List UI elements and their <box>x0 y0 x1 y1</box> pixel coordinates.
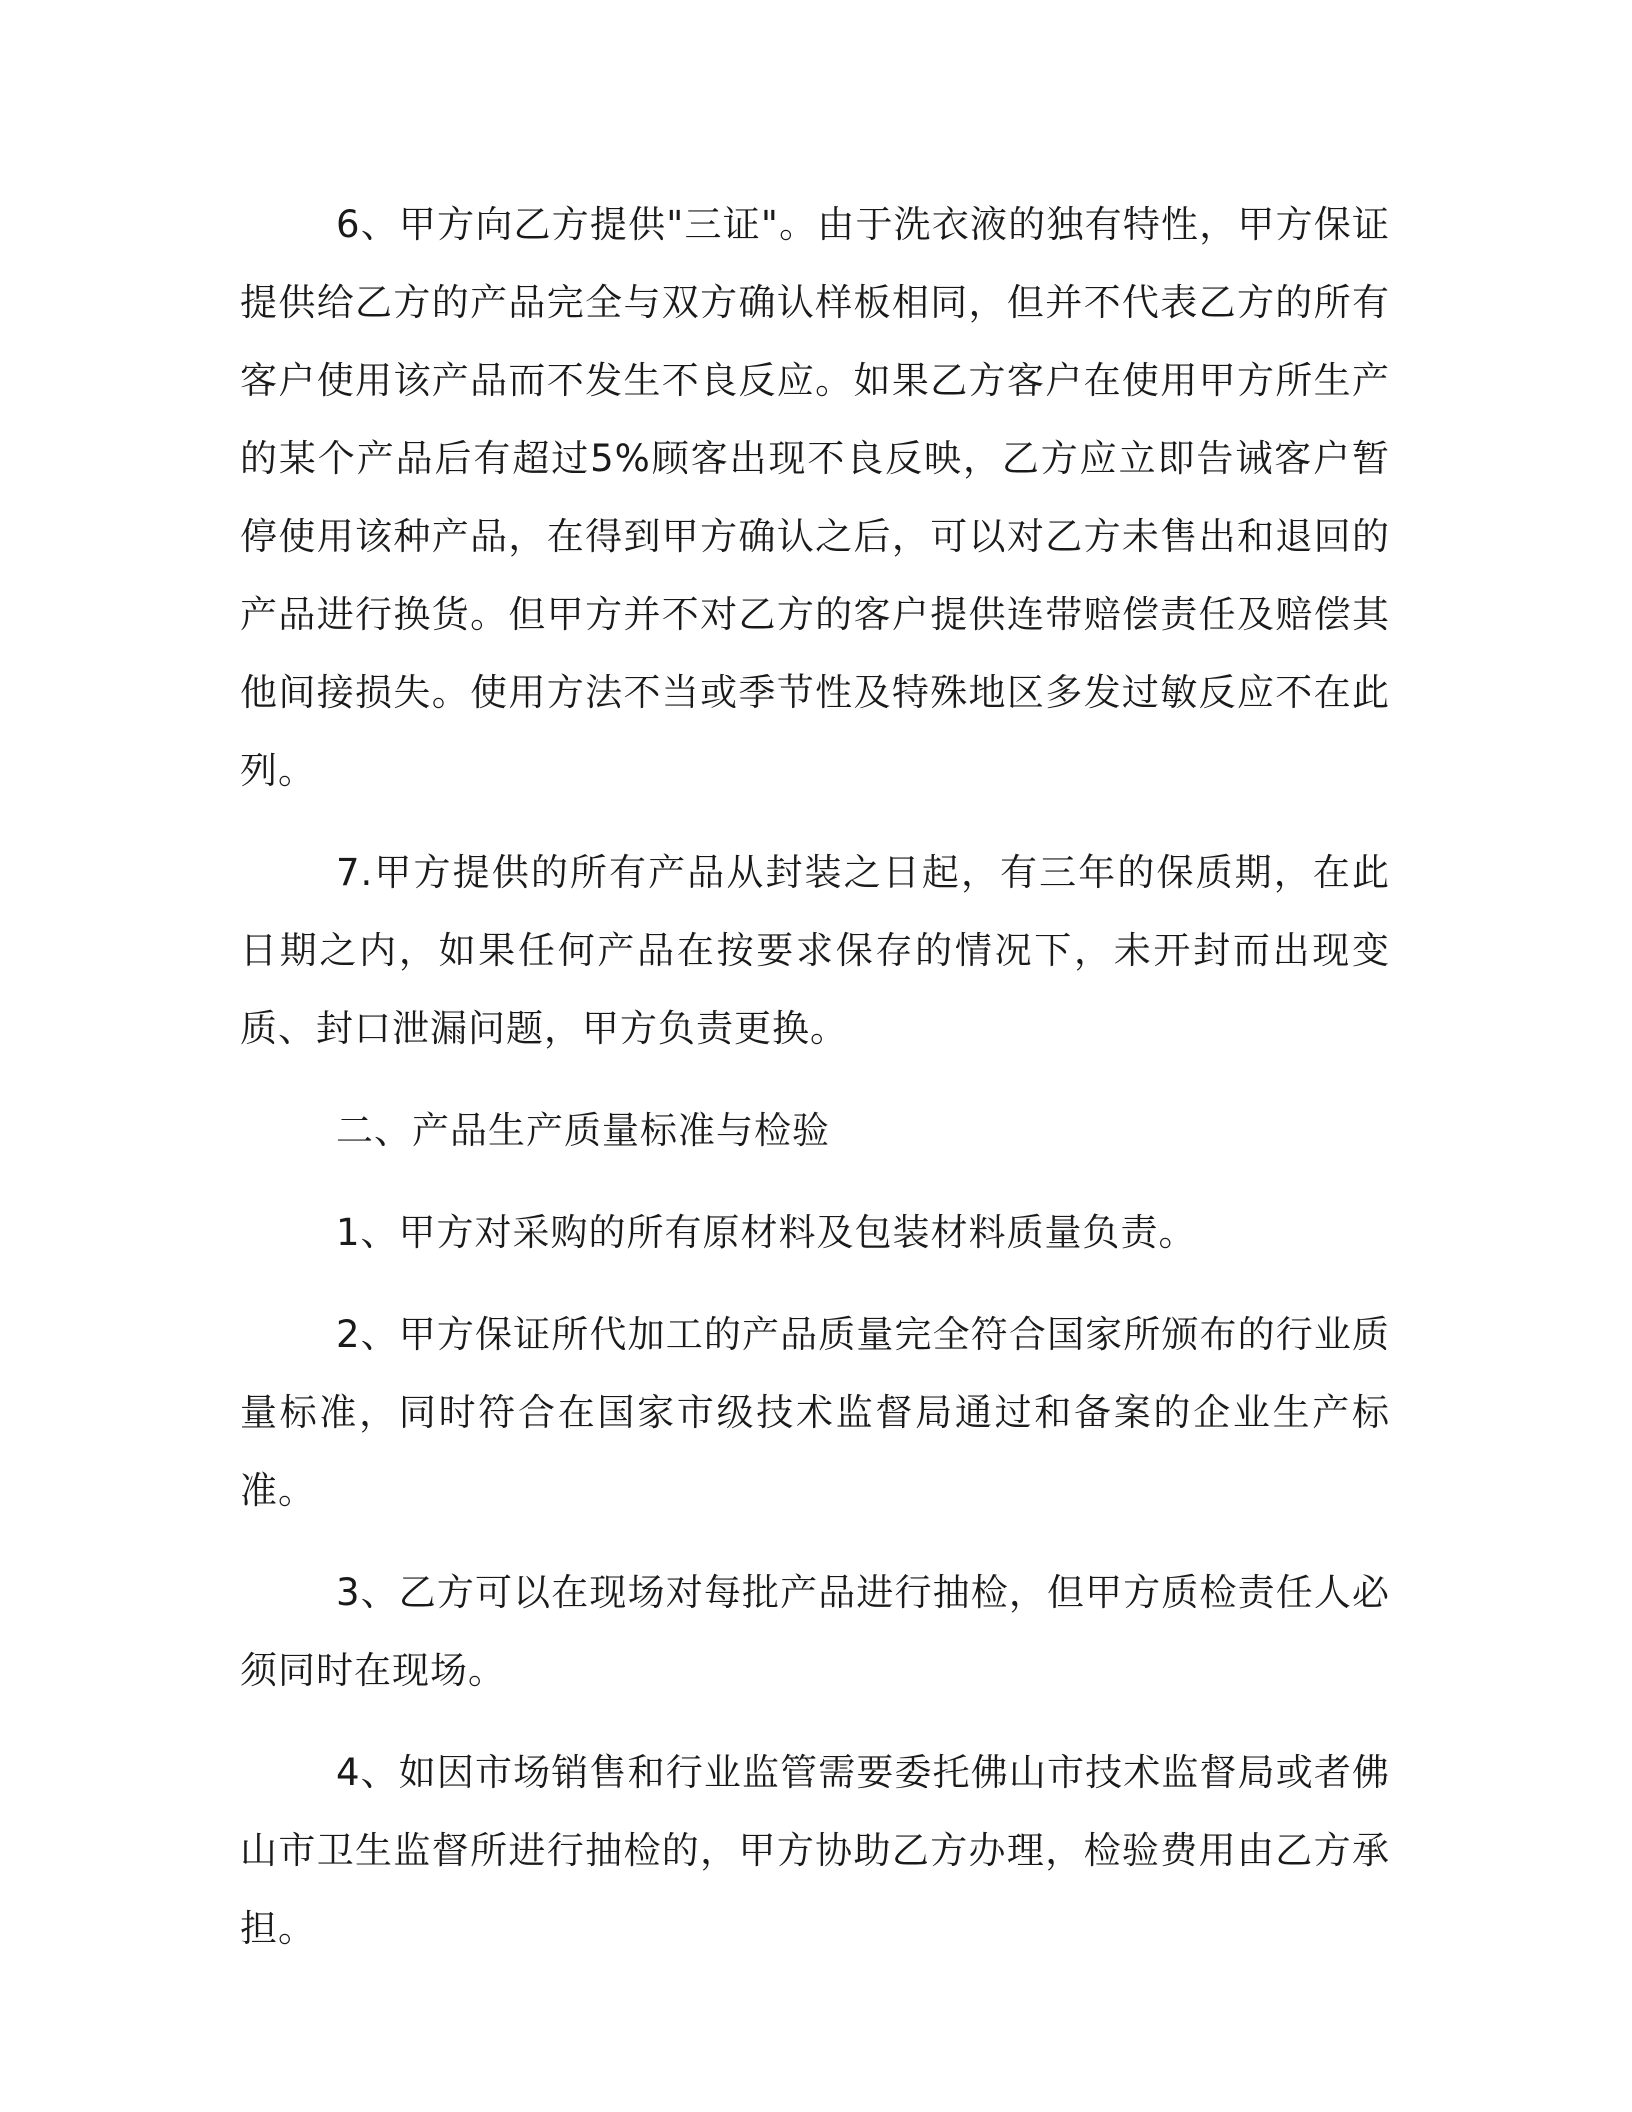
section-2-item-4: 4、如因市场销售和行业监管需要委托佛山市技术监督局或者佛山市卫生监督所进行抽检的，甲方协助乙方办理，检验费用由乙方承担。 <box>240 1751 1390 1950</box>
section-2-item-3: 3、乙方可以在现场对每批产品进行抽检，但甲方质检责任人必须同时在现场。 <box>240 1571 1390 1692</box>
section-2-heading: 二、产品生产质量标准与检验 <box>336 1109 830 1152</box>
section-2-item-2: 2、甲方保证所代加工的产品质量完全符合国家所颁布的行业质量标准，同时符合在国家市级技术监督局通过和备案的企业生产标准。 <box>240 1313 1390 1512</box>
clause-6-paragraph: 6、甲方向乙方提供"三证"。由于洗衣液的独有特性，甲方保证提供给乙方的产品完全与双方确认样板相同，但并不代表乙方的所有客户使用该产品而不发生不良反应。如果乙方客户在使用甲方所生产的某个产品后有超过5%顾客出现不良反映，乙方应立即告诫客户暂停使用该种产品，在得到甲方确认之后，可以对乙方未售出和退回的产品进行换货。但甲方并不对乙方的客户提供连带赔偿责任及赔偿其他间接损失。使用方法不当或季节性及特殊地区多发过敏反应不在此列。 <box>240 203 1390 792</box>
document-body <box>240 186 1390 1968</box>
clause-7-paragraph: 7.甲方提供的所有产品从封装之日起，有三年的保质期，在此日期之内，如果任何产品在按要求保存的情况下，未开封而出现变质、封口泄漏问题，甲方负责更换。 <box>240 851 1390 1050</box>
section-2-item-1: 1、甲方对采购的所有原材料及包装材料质量负责。 <box>336 1211 1197 1254</box>
